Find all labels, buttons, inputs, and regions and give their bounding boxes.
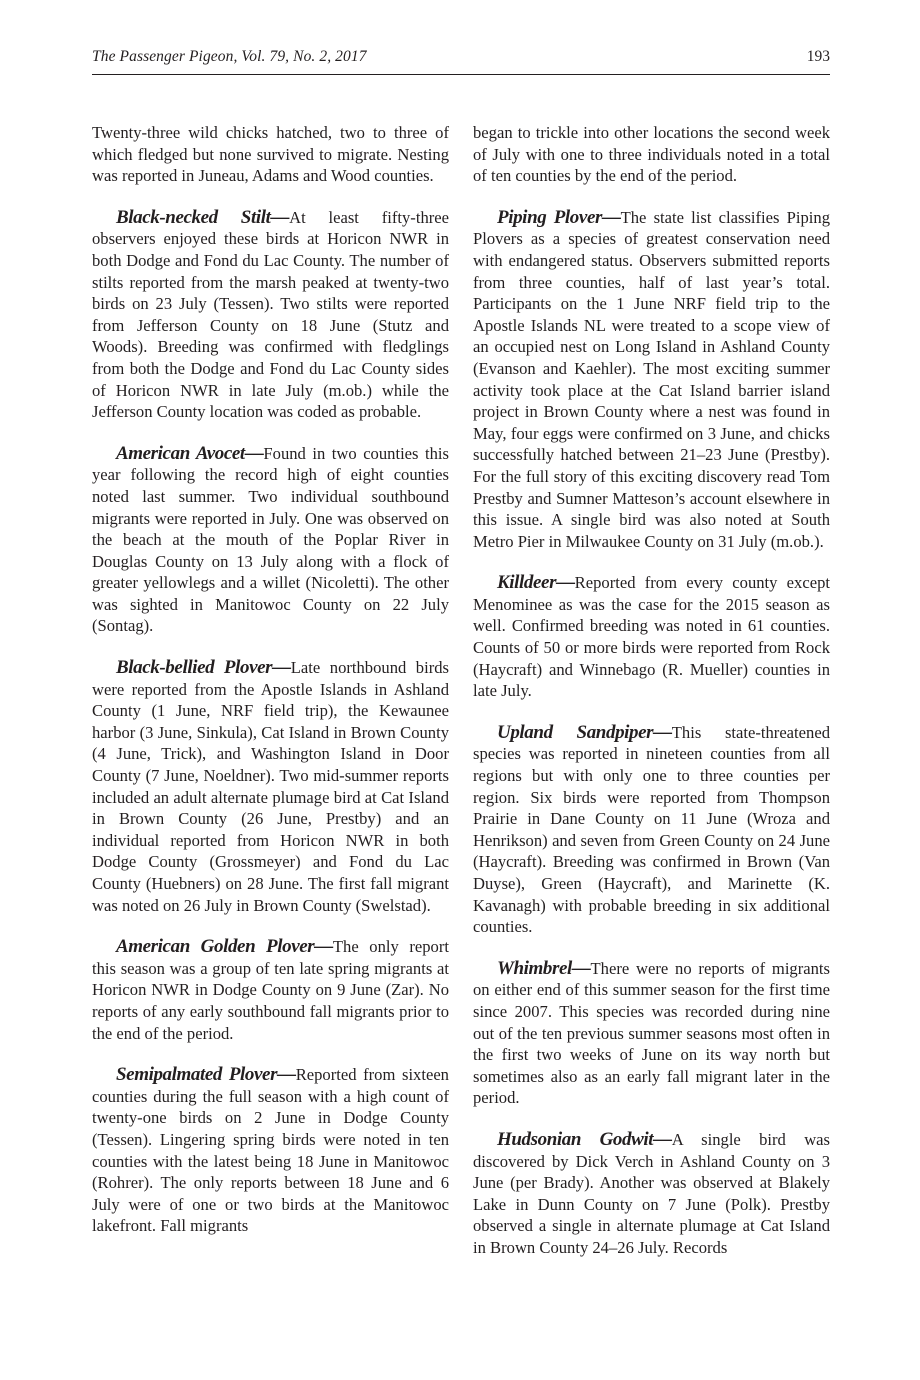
- species-name: Whimbrel—: [497, 957, 591, 979]
- right-column: [473, 122, 830, 1279]
- species-name: Hudsonian Godwit—: [497, 1128, 672, 1150]
- entry-text: A single bird was discovered by Dick Verch in Ashland County on 3 June (per Brady). Another was observed at Blakely Lake in Dunn County on 7 June (Polk). Prestby observed a single in alternate plumage at Cat Island in Brown County 24–26 July. Records: [473, 1129, 830, 1257]
- continued-paragraph: began to trickle into other locations the second week of July with one to three individuals noted in a total of ten counties by the end of the period.: [473, 123, 830, 186]
- entry-text: At least fifty-three observers enjoyed these birds at Horicon NWR in both Dodge and Fond du Lac County. The number of stilts reported from the marsh peaked at twenty-two birds on 23 July (Tessen). Two stilts were reported from Jefferson County on 18 June (Stutz and Woods). Breeding was confirmed with fledglings from both the Dodge and Fond du Lac County sides of Horicon NWR in late July (m.ob.) while the Jefferson County location was coded as probable.: [92, 207, 449, 422]
- running-header: [92, 46, 830, 75]
- entry-text: There were no reports of migrants on either end of this summer season for the first time since 2007. This species was recorded during nine out of the ten previous summer seasons most often in the first two weeks of June on its way north but sometimes also as an early fall migrant later in the period.: [473, 958, 830, 1108]
- entry-text: The only report this season was a group of ten late spring migrants at Horicon NWR in Dodge County on 9 June (Zar). No reports of any early southbound fall migrants prior to the end of the period.: [92, 937, 449, 1043]
- left-column: [92, 122, 449, 1257]
- species-name: Piping Plover—: [497, 206, 621, 228]
- species-name: American Avocet—: [116, 442, 264, 464]
- entry-black-bellied-plover: [92, 657, 449, 916]
- species-name: Killdeer—: [497, 572, 575, 594]
- entry-upland-sandpiper: [473, 722, 830, 938]
- entry-hudsonian-godwit: [473, 1129, 830, 1259]
- entry-text: Reported from sixteen counties during the full season with a high count of twenty-one birds on 2 June in Dodge County (Tessen). Lingering spring birds were noted in ten counties with the latest being 18 June in Manitowoc (Rohrer). The only reports between 18 June and 6 July were of one or two birds at the Manitowoc lakefront. Fall migrants: [92, 1065, 449, 1236]
- entry-american-avocet: [92, 443, 449, 637]
- species-name: Semipalmated Plover—: [116, 1064, 296, 1086]
- entry-killdeer: [473, 572, 830, 702]
- entry-american-golden-plover: [92, 936, 449, 1044]
- entry-text: Found in two counties this year following the record high of eight counties noted last summer. Two individual southbound migrants were reported in July. One was observed on the beach at the mouth of the Poplar River in Douglas County on 13 July along with a flock of greater yellowlegs and a willet (Nicoletti). The other was sighted in Manitowoc County on 22 July (Sontag).: [92, 443, 449, 636]
- page-number: 193: [806, 48, 830, 65]
- entry-whimbrel: [473, 958, 830, 1109]
- entry-semipalmated-plover: [92, 1064, 449, 1237]
- entry-text: Late northbound birds were reported from the Apostle Islands in Ashland County (1 June, NRF field trip), the Kewaunee harbor (3 June, Sinkula), Cat Island in Brown County (4 June, Trick), and Washington Island in Door County (7 June, Noeldner). Two mid-summer reports included an adult alternate plumage bird at Cat Island in Brown County (26 June, Prestby) and an individual reported from Horicon NWR in both Dodge County (Grossmeyer) and Fond du Lac County (Huebners) on 28 June. The first fall migrant was noted on 26 July in Brown County (Swelstad).: [92, 658, 449, 915]
- journal-citation: The Passenger Pigeon, Vol. 79, No. 2, 2017: [92, 48, 367, 65]
- continued-paragraph: Twenty-three wild chicks hatched, two to three of which fledged but none survived to migrate. Nesting was reported in Juneau, Adams and Wood counties.: [92, 123, 449, 186]
- entry-text: The state list classifies Piping Plovers as a species of greatest conservation need with endangered status. Observers submitted reports from three counties, half of last year’s total. Participants on the 1 June NRF field trip to the Apostle Islands NL were treated to a scope view of an occupied nest on Long Island in Ashland County (Evanson and Kaehler). The most exciting summer activity took place at the Cat Island barrier island project in Brown County where a nest was found in May, four eggs were confirmed on 3 June, and chicks successfully hatched between 21–23 June (Prestby). For the full story of this exciting discovery read Tom Prestby and Sumner Matteson’s account elsewhere in this issue. A single bird was also noted at South Metro Pier in Milwaukee County on 31 July (m.ob.).: [473, 207, 830, 551]
- species-name: Upland Sandpiper—: [497, 721, 672, 743]
- entry-text: This state-threatened species was reported in nineteen counties from all regions but with only one to three counties per region. Six birds were reported from Thompson Prairie in Dane County on 11 June (Wroza and Henrikson) and seven from Green County on 24 June (Haycraft). Breeding was confirmed in Brown (Van Duyse), Green (Haycraft), and Marinette (K. Kavanagh) with probable breeding in six additional counties.: [473, 722, 830, 937]
- entry-piping-plover: [473, 207, 830, 553]
- species-name: Black-bellied Plover—: [116, 657, 291, 679]
- entry-black-necked-stilt: [92, 207, 449, 423]
- species-name: American Golden Plover—: [116, 936, 333, 958]
- entry-text: Reported from every county except Menominee as was the case for the 2015 season as well. Confirmed breeding was noted in 61 counties. Counts of 50 or more birds were reported from Rock (Haycraft) and Winnebago (R. Mueller) counties in late July.: [473, 573, 830, 701]
- species-name: Black-necked Stilt—: [116, 206, 290, 228]
